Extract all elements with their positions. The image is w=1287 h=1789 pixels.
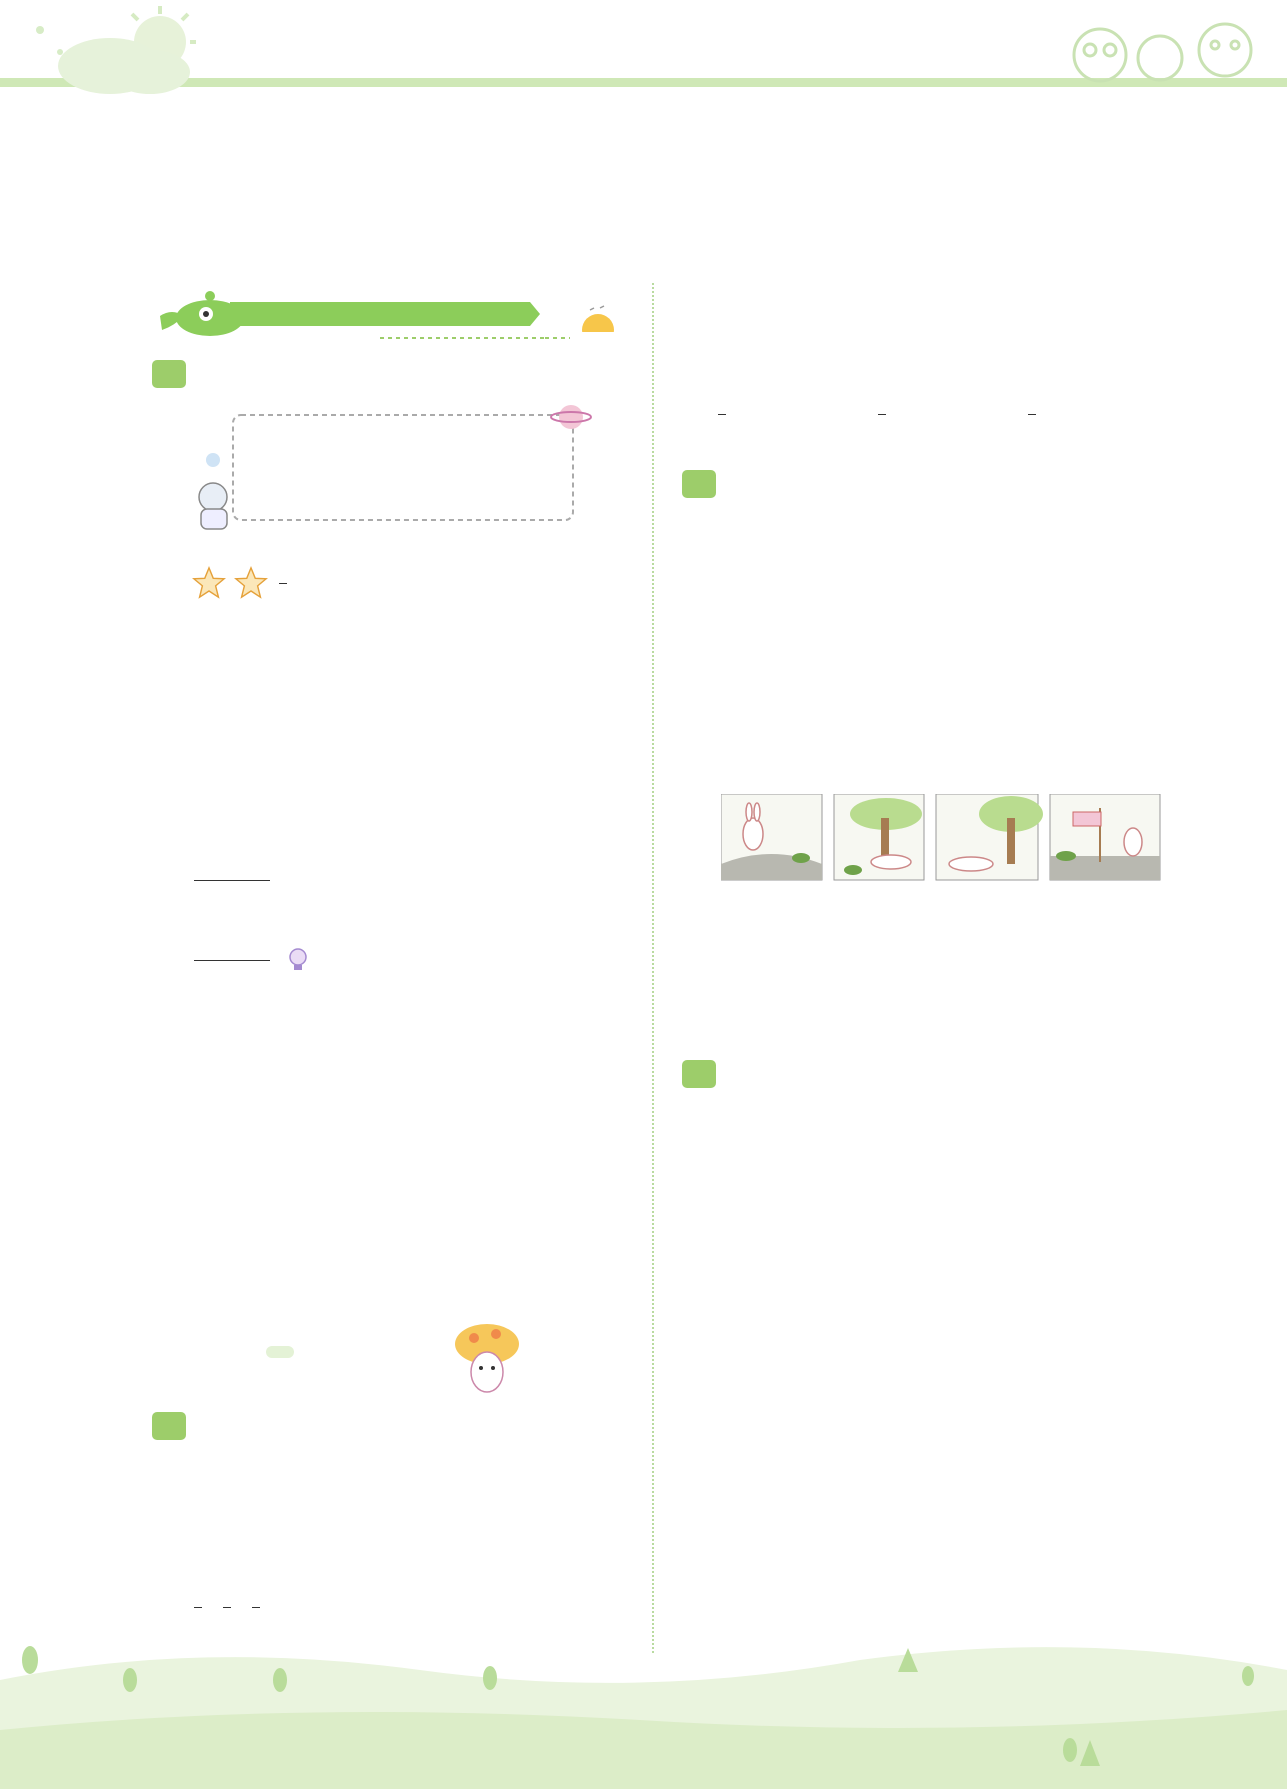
s1-q3-line1 [192, 1005, 632, 1049]
story-panels [721, 794, 1161, 882]
tortoise-hare-story-illustration [721, 794, 1161, 882]
s3-line7 [722, 705, 1167, 745]
s1-q3-line4 [192, 1137, 632, 1181]
small-planet-icon [206, 453, 220, 467]
s1-q2-line7 [192, 923, 632, 995]
top-decoration [0, 0, 1287, 110]
s4-line3 [722, 1135, 1167, 1175]
fraction-numerator [194, 880, 270, 881]
section-banner [150, 286, 635, 340]
s1-q2-line2 [192, 667, 632, 711]
s1-q1-answer-fraction[interactable] [279, 583, 287, 584]
section3-badge [682, 470, 716, 498]
s3-line8 [722, 745, 1167, 785]
s1-q3-line5 [192, 1181, 632, 1225]
section3-text [722, 465, 1167, 785]
option-b-fraction [223, 1607, 231, 1608]
s2-q1-text [192, 1454, 632, 1542]
fraction-numerator [718, 414, 726, 415]
section2-heading [152, 1412, 192, 1440]
section1-heading [152, 360, 192, 388]
s1-q3-line2 [192, 1049, 632, 1093]
s4-line4 [722, 1175, 1167, 1215]
section4-text [722, 1055, 1167, 1295]
fraction-numerator [252, 1607, 260, 1608]
s3-line5 [722, 625, 1167, 665]
lightbulb-hint-icon[interactable] [288, 947, 308, 973]
s2-q1-line1 [192, 1454, 632, 1498]
section4-badge-wrap [682, 1060, 722, 1088]
s2-q1-option-c[interactable] [250, 1594, 262, 1619]
bottom-landscape-decoration [0, 1620, 1287, 1789]
s4-q2-line2 [720, 1542, 1165, 1582]
s4-line6 [722, 1255, 1167, 1295]
s4-line2 [722, 1095, 1167, 1135]
s1-q2-line4 [192, 755, 632, 799]
s3-line1 [722, 465, 1167, 505]
s1-q2-line5 [192, 799, 632, 843]
s1-q4-line2 [192, 1273, 632, 1317]
panel-2 [834, 794, 924, 880]
panel-4 [1050, 794, 1160, 880]
page-title [0, 185, 1287, 223]
s4-q1-line1 [720, 1297, 1165, 1337]
s2-q1-option-b[interactable] [221, 1594, 233, 1619]
s2-q1-options [192, 1594, 637, 1619]
fraction-numerator [878, 414, 886, 415]
s1-q4-text [192, 1229, 632, 1317]
s4-q2-text [720, 1502, 1165, 1582]
s2-q2-option-c[interactable] [1026, 401, 1038, 426]
option-a-fraction [194, 1607, 202, 1608]
s4-q1-text [720, 1297, 1165, 1377]
fraction-numerator [194, 1607, 202, 1608]
option-a-fraction [718, 414, 726, 415]
option-c-fraction [1028, 414, 1036, 415]
s1-q4-line1 [192, 1229, 632, 1273]
s2-q2-line2 [720, 320, 1165, 360]
s2-q2-line1 [720, 280, 1165, 320]
panel-3 [936, 794, 1043, 880]
fraction-numerator [194, 960, 270, 961]
s2-q2-text [720, 280, 1165, 400]
s1-q2-text [192, 623, 632, 995]
star-icon [192, 566, 226, 600]
column-divider [652, 283, 654, 1653]
hint-bubble [266, 1346, 294, 1358]
s4-line5 [722, 1215, 1167, 1255]
s1-q1-stars-figure [193, 405, 603, 535]
s2-q2-option-a[interactable] [716, 401, 728, 426]
s1-q2-answer-fraction-2[interactable] [194, 960, 270, 961]
option-b-fraction [878, 414, 886, 415]
s3-line4 [722, 585, 1167, 625]
section1-badge [152, 360, 186, 388]
s1-q1-statement [192, 562, 289, 602]
planet-icon [551, 405, 591, 429]
fraction-numerator [1028, 414, 1036, 415]
s1-q2-line6 [192, 843, 632, 915]
whale-banner-icon [150, 286, 635, 340]
star-icon [234, 566, 268, 600]
panel-1 [721, 794, 822, 880]
s3-line3 [722, 545, 1167, 585]
section3-badge-wrap [682, 470, 722, 498]
s1-q3-line3 [192, 1093, 632, 1137]
s3-line6 [722, 665, 1167, 705]
s1-q3-text [192, 1005, 632, 1225]
astronaut-icon [199, 483, 227, 529]
mushroom-mascot-icon [452, 1322, 522, 1397]
s2-q1-option-a[interactable] [192, 1594, 204, 1619]
s4-q2-line1 [720, 1502, 1165, 1542]
s2-q1-line2 [192, 1498, 632, 1542]
s2-q2-option-b[interactable] [876, 401, 888, 426]
s2-q2-line3 [720, 360, 1165, 400]
fraction-numerator [223, 1607, 231, 1608]
s1-q2-line1 [192, 623, 632, 667]
s4-line1 [722, 1055, 1167, 1095]
fraction-numerator [279, 583, 287, 584]
s1-q2-line3 [192, 711, 632, 755]
s3-line2 [722, 505, 1167, 545]
star-box-figure [193, 405, 603, 535]
s4-q1-line2 [720, 1337, 1165, 1377]
section4-badge [682, 1060, 716, 1088]
option-c-fraction [252, 1607, 260, 1608]
s1-q2-answer-fraction-1[interactable] [194, 880, 270, 881]
animal-faces-icon [1074, 24, 1251, 81]
section2-badge [152, 1412, 186, 1440]
